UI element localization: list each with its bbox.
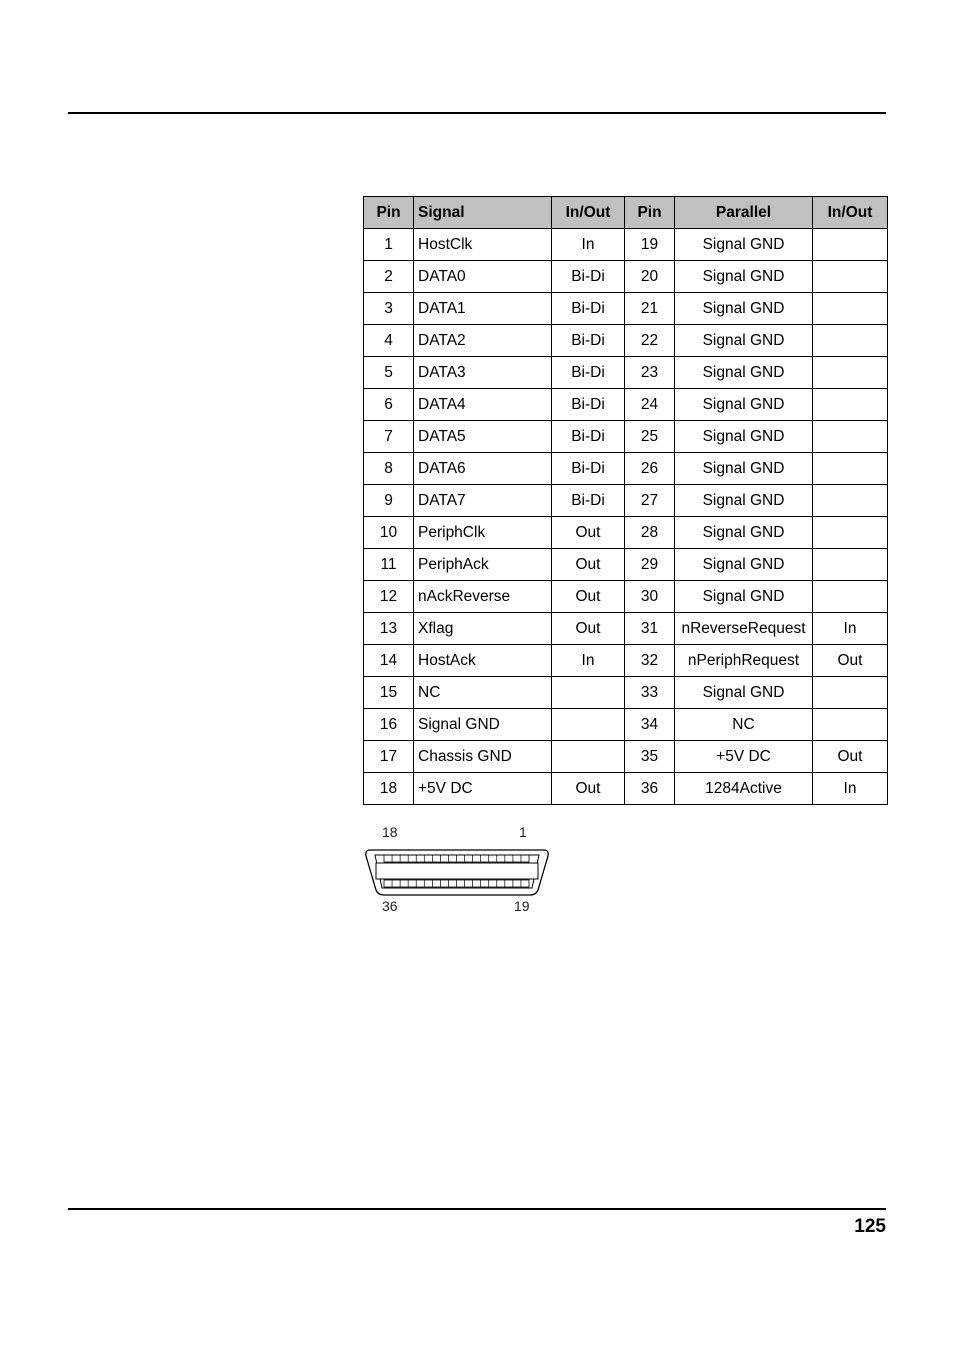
cell-in-out: Bi-Di (552, 357, 625, 389)
cell-parallel: NC (675, 709, 813, 741)
cell-pin-2: 34 (625, 709, 675, 741)
cell-pin-2: 32 (625, 645, 675, 677)
cell-in-out-2: Out (813, 741, 888, 773)
connector-diagram (362, 822, 552, 922)
cell-pin: 2 (364, 261, 414, 293)
connector-label-1: 1 (519, 824, 527, 840)
cell-in-out: In (552, 229, 625, 261)
table-row (364, 389, 888, 421)
connector-label-19: 19 (514, 898, 530, 914)
cell-in-out (552, 709, 625, 741)
cell-in-out-2 (813, 453, 888, 485)
cell-in-out-2 (813, 517, 888, 549)
cell-in-out (552, 677, 625, 709)
cell-pin-2: 21 (625, 293, 675, 325)
cell-parallel: Signal GND (675, 229, 813, 261)
pinout-table (363, 196, 888, 805)
header-in-out: In/Out (552, 197, 625, 229)
cell-in-out-2: In (813, 773, 888, 805)
cell-signal: nAckReverse (414, 581, 552, 613)
table-row (364, 645, 888, 677)
table-row (364, 421, 888, 453)
table-row (364, 357, 888, 389)
header-pin: Pin (364, 197, 414, 229)
cell-in-out-2 (813, 485, 888, 517)
cell-pin: 14 (364, 645, 414, 677)
cell-in-out-2 (813, 325, 888, 357)
table-row (364, 261, 888, 293)
cell-pin: 18 (364, 773, 414, 805)
cell-in-out: Bi-Di (552, 325, 625, 357)
cell-in-out: Bi-Di (552, 453, 625, 485)
cell-signal: HostClk (414, 229, 552, 261)
cell-signal: DATA5 (414, 421, 552, 453)
cell-in-out: Bi-Di (552, 293, 625, 325)
cell-signal: PeriphAck (414, 549, 552, 581)
cell-in-out: Bi-Di (552, 389, 625, 421)
cell-parallel: Signal GND (675, 517, 813, 549)
table-row (364, 709, 888, 741)
cell-pin: 9 (364, 485, 414, 517)
cell-pin-2: 33 (625, 677, 675, 709)
cell-pin: 4 (364, 325, 414, 357)
cell-pin: 10 (364, 517, 414, 549)
cell-parallel: nPeriphRequest (675, 645, 813, 677)
table-row (364, 613, 888, 645)
connector-label-36: 36 (382, 898, 398, 914)
cell-signal: PeriphClk (414, 517, 552, 549)
cell-parallel: Signal GND (675, 453, 813, 485)
cell-signal: Xflag (414, 613, 552, 645)
cell-in-out-2 (813, 421, 888, 453)
footer-rule (68, 1208, 886, 1210)
cell-pin-2: 35 (625, 741, 675, 773)
cell-pin-2: 28 (625, 517, 675, 549)
cell-in-out-2 (813, 389, 888, 421)
table-row (364, 293, 888, 325)
table-row (364, 741, 888, 773)
cell-pin-2: 19 (625, 229, 675, 261)
cell-in-out-2: In (813, 613, 888, 645)
connector-label-18: 18 (382, 824, 398, 840)
cell-signal: DATA2 (414, 325, 552, 357)
table-row (364, 549, 888, 581)
cell-pin-2: 25 (625, 421, 675, 453)
cell-parallel: Signal GND (675, 293, 813, 325)
table-row (364, 773, 888, 805)
header-pin-2: Pin (625, 197, 675, 229)
cell-pin: 7 (364, 421, 414, 453)
cell-pin: 12 (364, 581, 414, 613)
cell-pin-2: 30 (625, 581, 675, 613)
cell-signal: Signal GND (414, 709, 552, 741)
header-parallel: Parallel (675, 197, 813, 229)
table-row (364, 677, 888, 709)
cell-pin: 5 (364, 357, 414, 389)
table-body (364, 229, 888, 805)
table-row (364, 517, 888, 549)
cell-parallel: Signal GND (675, 357, 813, 389)
cell-pin-2: 29 (625, 549, 675, 581)
table-row (364, 325, 888, 357)
cell-parallel: Signal GND (675, 581, 813, 613)
cell-in-out-2 (813, 229, 888, 261)
cell-pin-2: 22 (625, 325, 675, 357)
cell-signal: NC (414, 677, 552, 709)
header-signal: Signal (414, 197, 552, 229)
cell-in-out: Out (552, 581, 625, 613)
header-rule (68, 112, 886, 114)
cell-parallel: Signal GND (675, 485, 813, 517)
cell-in-out: Bi-Di (552, 421, 625, 453)
table-header-row (364, 197, 888, 229)
cell-in-out-2 (813, 357, 888, 389)
cell-in-out-2 (813, 581, 888, 613)
cell-in-out-2 (813, 549, 888, 581)
cell-pin-2: 26 (625, 453, 675, 485)
cell-signal: DATA3 (414, 357, 552, 389)
cell-parallel: Signal GND (675, 261, 813, 293)
cell-signal: +5V DC (414, 773, 552, 805)
cell-in-out-2: Out (813, 645, 888, 677)
cell-signal: HostAck (414, 645, 552, 677)
cell-in-out-2 (813, 261, 888, 293)
cell-pin-2: 27 (625, 485, 675, 517)
cell-pin: 17 (364, 741, 414, 773)
cell-pin-2: 36 (625, 773, 675, 805)
cell-signal: DATA7 (414, 485, 552, 517)
cell-pin: 15 (364, 677, 414, 709)
cell-in-out: Out (552, 773, 625, 805)
table-row (364, 485, 888, 517)
cell-pin: 16 (364, 709, 414, 741)
cell-in-out: Bi-Di (552, 261, 625, 293)
cell-signal: DATA1 (414, 293, 552, 325)
cell-parallel: nReverseRequest (675, 613, 813, 645)
cell-in-out: Out (552, 549, 625, 581)
cell-in-out (552, 741, 625, 773)
cell-pin: 1 (364, 229, 414, 261)
cell-parallel: 1284Active (675, 773, 813, 805)
cell-pin-2: 23 (625, 357, 675, 389)
cell-pin: 6 (364, 389, 414, 421)
table-row (364, 581, 888, 613)
cell-signal: DATA0 (414, 261, 552, 293)
cell-in-out-2 (813, 677, 888, 709)
cell-parallel: +5V DC (675, 741, 813, 773)
cell-in-out: Out (552, 517, 625, 549)
cell-signal: DATA6 (414, 453, 552, 485)
cell-in-out-2 (813, 293, 888, 325)
cell-pin: 3 (364, 293, 414, 325)
cell-in-out: Out (552, 613, 625, 645)
table-row (364, 229, 888, 261)
cell-pin-2: 24 (625, 389, 675, 421)
cell-in-out: Bi-Di (552, 485, 625, 517)
cell-parallel: Signal GND (675, 421, 813, 453)
cell-pin: 13 (364, 613, 414, 645)
cell-parallel: Signal GND (675, 549, 813, 581)
cell-in-out-2 (813, 709, 888, 741)
cell-in-out: In (552, 645, 625, 677)
page-number: 125 (854, 1216, 886, 1237)
header-in-out-2: In/Out (813, 197, 888, 229)
cell-pin-2: 20 (625, 261, 675, 293)
cell-parallel: Signal GND (675, 677, 813, 709)
cell-signal: Chassis GND (414, 741, 552, 773)
cell-signal: DATA4 (414, 389, 552, 421)
cell-pin-2: 31 (625, 613, 675, 645)
cell-pin: 8 (364, 453, 414, 485)
table-row (364, 453, 888, 485)
cell-parallel: Signal GND (675, 389, 813, 421)
cell-pin: 11 (364, 549, 414, 581)
cell-parallel: Signal GND (675, 325, 813, 357)
